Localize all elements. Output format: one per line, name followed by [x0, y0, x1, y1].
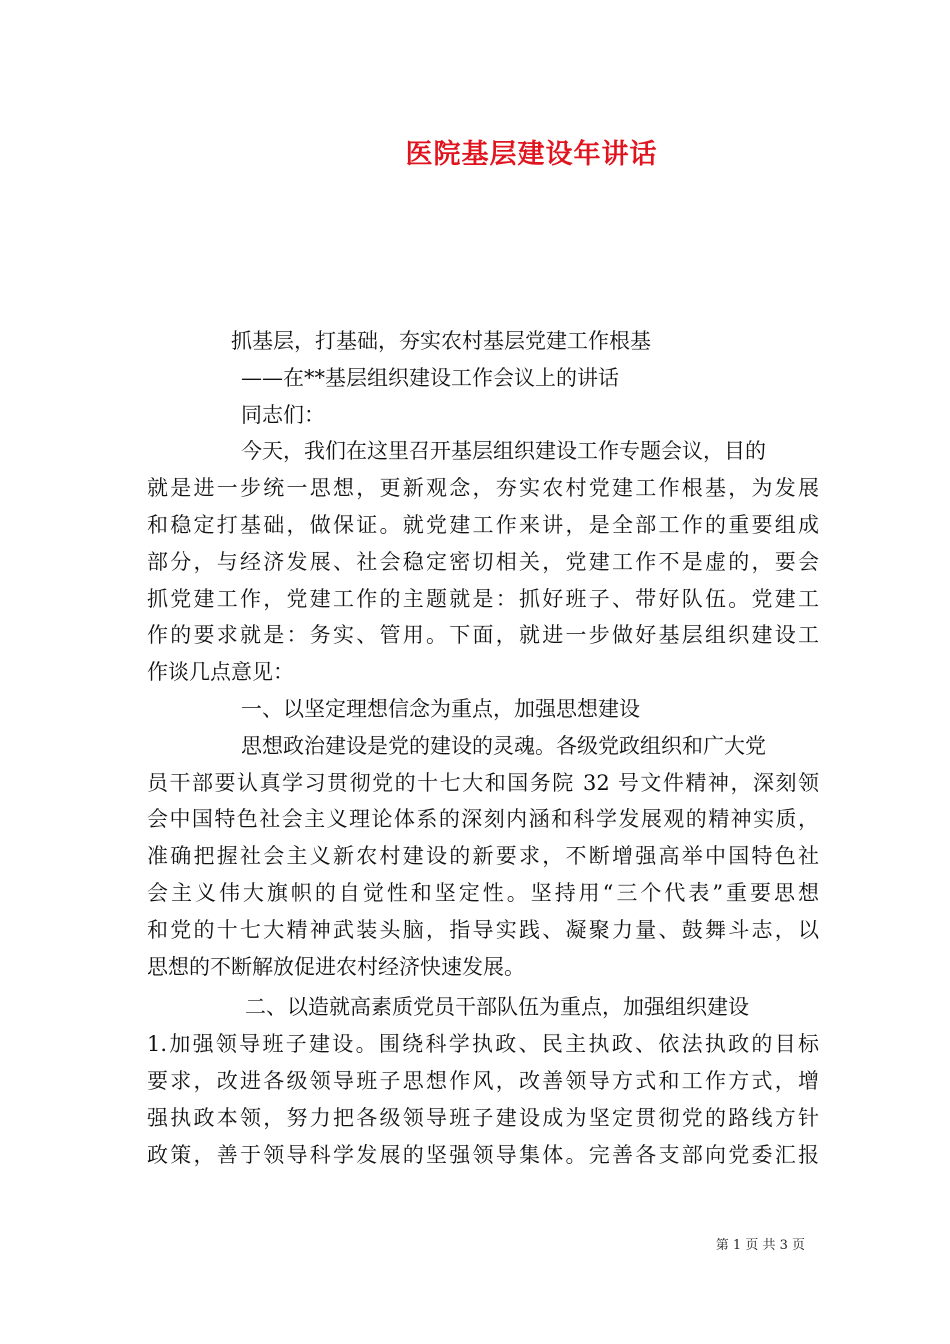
section-1-line: 思想政治建设是党的建设的灵魂。各级党政组织和广大党 [241, 733, 766, 758]
intro-line: 作的要求就是：务实、管用。下面，就进一步做好基层组织建设工 [147, 623, 819, 648]
document-body [147, 323, 819, 1173]
section-1-line: 准确把握社会主义新农村建设的新要求，不断增强高举中国特色社 [147, 844, 819, 869]
document-title: 医院基层建设年讲话 [405, 139, 658, 170]
section-2-heading: 二、以造就高素质党员干部队伍为重点，加强组织建设 [245, 995, 749, 1020]
section-2-line: 强执政本领，努力把各级领导班子建设成为坚定贯彻党的路线方针 [147, 1105, 819, 1130]
section-1-line: 会主义伟大旗帜的自觉性和坚定性。坚持用“三个代表”重要思想 [147, 880, 819, 905]
section-1-line: 思想的不断解放促进农村经济快速发展。 [147, 954, 525, 979]
intro-line: 和稳定打基础，做保证。就党建工作来讲，是全部工作的重要组成 [147, 512, 819, 537]
section-1-line: 会中国特色社会主义理论体系的深刻内涵和科学发展观的精神实质， [147, 807, 819, 832]
speech-heading: 抓基层，打基础，夯实农村基层党建工作根基 [231, 329, 651, 353]
intro-line: 今天，我们在这里召开基层组织建设工作专题会议，目的 [241, 439, 766, 464]
salutation: 同志们： [241, 402, 325, 427]
speech-subheading: ——在**基层组织建设工作会议上的讲话 [241, 365, 619, 390]
section-1-line: 和党的十七大精神武装头脑，指导实践、凝聚力量、鼓舞斗志，以 [147, 917, 819, 942]
section-2-line: 要求，改进各级领导班子思想作风，改善领导方式和工作方式，增 [147, 1068, 819, 1093]
section-2-line: 政策，善于领导科学发展的坚强领导集体。完善各支部向党委汇报 [147, 1142, 819, 1167]
page-number: 第 1 页 共 3 页 [715, 1238, 805, 1253]
section-1-line: 员干部要认真学习贯彻党的十七大和国务院 32 号文件精神，深刻领 [147, 770, 819, 795]
intro-line: 作谈几点意见： [147, 660, 294, 685]
intro-line: 部分，与经济发展、社会稳定密切相关，党建工作不是虚的，要会 [147, 549, 819, 574]
section-2-line: 1.加强领导班子建设。围绕科学执政、民主执政、依法执政的目标 [147, 1032, 819, 1057]
intro-line: 抓党建工作，党建工作的主题就是：抓好班子、带好队伍。党建工 [147, 586, 819, 611]
section-1-heading: 一、以坚定理想信念为重点，加强思想建设 [241, 696, 640, 721]
intro-line: 就是进一步统一思想，更新观念，夯实农村党建工作根基，为发展 [147, 476, 819, 501]
